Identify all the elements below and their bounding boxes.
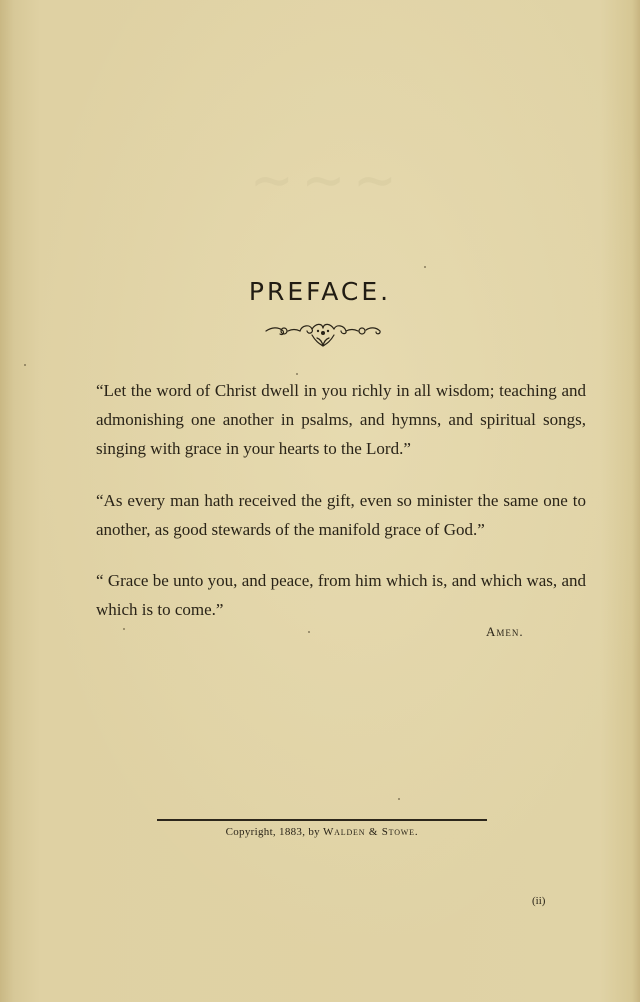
paper-speck bbox=[398, 798, 400, 800]
page-number: (ii) bbox=[532, 895, 546, 907]
paper-speck bbox=[24, 364, 26, 366]
paper-speck bbox=[123, 628, 125, 630]
paper-speck bbox=[424, 266, 426, 268]
scroll-flourish-icon bbox=[262, 318, 384, 350]
paper-speck bbox=[296, 373, 298, 375]
show-through-mark: ∼∼∼ bbox=[250, 153, 405, 210]
divider-rule bbox=[157, 819, 487, 821]
copyright-prefix: Copyright, 1883, by bbox=[225, 826, 320, 838]
scripture-quote-1: “Let the word of Christ dwell in you richly in all wisdom; teaching and admonishing one another in psalms, and hymns, and spiritual songs, singing with grace in your hearts to the Lord.” bbox=[96, 381, 586, 458]
copyright-line bbox=[157, 826, 487, 838]
publisher-name: Walden & Stowe. bbox=[323, 826, 419, 838]
closing-amen: Amen. bbox=[486, 624, 524, 639]
scripture-quote-3: “ Grace be unto you, and peace, from him which is, and which was, and which is to come.” bbox=[96, 571, 586, 619]
page-title: PREFACE. bbox=[248, 276, 392, 306]
scripture-quote-2: “As every man hath received the gift, even so minister the same one to another, as good stewards of the manifold grace of God.” bbox=[96, 491, 586, 539]
paper-speck bbox=[308, 631, 310, 633]
